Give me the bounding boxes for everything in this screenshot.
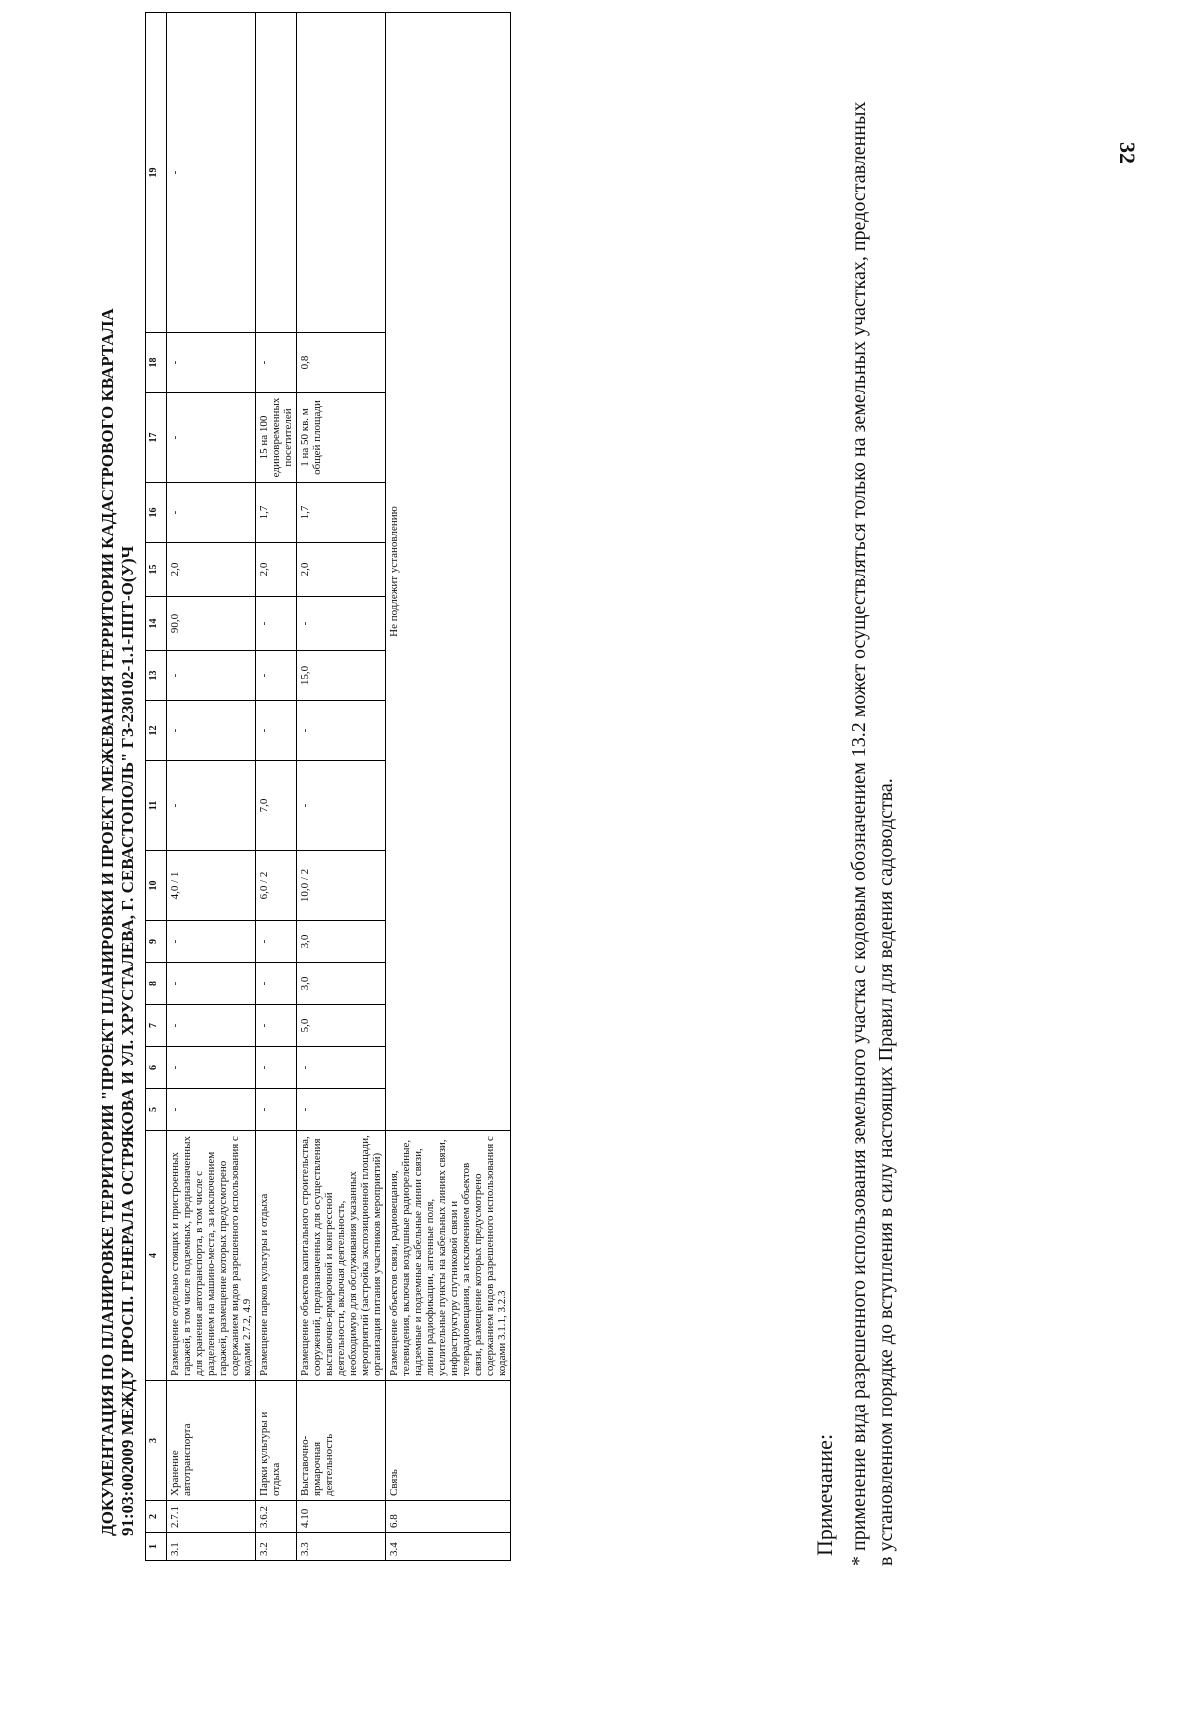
cell: 15 на 100 единовременных посетителей xyxy=(256,393,297,483)
cell: 3,0 xyxy=(297,921,386,963)
cell: Размещение объектов капитального строительства, сооружений, предназначенных для осуществления выставочно-ярмарочной и конгрессной деятельности, включая деятельность, необходимую для обслуживания указанных мероприятий (застройка экспозиционной площади, организация питания участников мероприятий) xyxy=(297,1131,386,1381)
cell: Связь xyxy=(386,1381,511,1501)
cell: - xyxy=(297,1089,386,1131)
cell: Размещение отдельно стоящих и пристроенных гаражей, в том числе подземных, предназначенных для хранения автотранспорта, в том числе с разделением на машино-места, за исключением гаражей, размещение которых предусмотрено содержанием видов разрешенного использования с кодами 2.7.2, 4.9 xyxy=(167,1131,256,1381)
merged-cell: Не подлежит установлению xyxy=(386,13,511,1131)
title-line-1: ДОКУМЕНТАЦИЯ ПО ПЛАНИРОВКЕ ТЕРРИТОРИИ "ПРОЕКТ ПЛАНИРОВКИ И ПРОЕКТ МЕЖЕВАНИЯ ТЕРРИТОРИИ КАДАСТРОВОГО КВАРТАЛА xyxy=(98,308,117,1536)
cell: - xyxy=(167,393,256,483)
cell: - xyxy=(167,921,256,963)
cell: Размещение объектов связи, радиовещания, телевидения, включая воздушные радиорелейные, надземные и подземные кабельные линии связи, линии радиофикации, антенные поля, усилительные пункты на кабельных линиях связи, инфраструктуру спутниковой связи и телерадиовещания, за исключением объектов связи, размещение которых предусмотрено содержанием видов разрешенного использования с кодами 3.1.1, 3.2.3 xyxy=(386,1131,511,1381)
col-header: 14 xyxy=(146,597,167,651)
col-header: 5 xyxy=(146,1089,167,1131)
col-header: 18 xyxy=(146,333,167,393)
cell: - xyxy=(297,1047,386,1089)
cell: 4.10 xyxy=(297,1501,386,1533)
cell: 2,0 xyxy=(297,543,386,597)
col-header: 17 xyxy=(146,393,167,483)
cell: - xyxy=(256,701,297,761)
cell: 2.7.1 xyxy=(167,1501,256,1533)
cell: Размещение парков культуры и отдыха xyxy=(256,1131,297,1381)
cell: - xyxy=(297,701,386,761)
cell: 4,0 / 1 xyxy=(167,851,256,921)
cell: 2,0 xyxy=(256,543,297,597)
title-line-2: 91:03:002009 МЕЖДУ ПРОСП. ГЕНЕРАЛА ОСТРЯКОВА И УЛ. ХРУСТАЛЕВА, Г. СЕВАСТОПОЛЬ" ГЗ-230102-1.1-ППТ-О(У)Ч xyxy=(118,545,138,1536)
cell: 6.8 xyxy=(386,1501,511,1533)
col-header: 16 xyxy=(146,483,167,543)
cell: - xyxy=(167,13,256,333)
cell: 3.4 xyxy=(386,1533,511,1561)
col-header: 4 xyxy=(146,1131,167,1381)
cell: - xyxy=(167,333,256,393)
col-header: 8 xyxy=(146,963,167,1005)
cell: - xyxy=(297,761,386,851)
cell: 1 на 50 кв. м общей площади xyxy=(297,393,386,483)
cell: - xyxy=(256,921,297,963)
cell: - xyxy=(256,1005,297,1047)
regulations-table xyxy=(145,12,511,1561)
cell: 7,0 xyxy=(256,761,297,851)
col-header: 11 xyxy=(146,761,167,851)
header-row xyxy=(146,13,167,1561)
col-header: 1 xyxy=(146,1533,167,1561)
col-header: 15 xyxy=(146,543,167,597)
table-row xyxy=(297,13,386,1561)
col-header: 13 xyxy=(146,651,167,701)
col-header: 3 xyxy=(146,1381,167,1501)
cell: - xyxy=(256,333,297,393)
cell: 3.3 xyxy=(297,1533,386,1561)
cell: - xyxy=(256,1047,297,1089)
table-row xyxy=(386,13,511,1561)
cell: 1,7 xyxy=(297,483,386,543)
document-title xyxy=(98,156,139,1536)
cell: 0,8 xyxy=(297,333,386,393)
cell: 2,0 xyxy=(167,543,256,597)
col-header: 2 xyxy=(146,1501,167,1533)
cell: - xyxy=(167,963,256,1005)
col-header: 9 xyxy=(146,921,167,963)
cell xyxy=(297,13,386,333)
cell: 3.6.2 xyxy=(256,1501,297,1533)
cell: - xyxy=(167,701,256,761)
cell: 3.1 xyxy=(167,1533,256,1561)
cell: Выставочно-ярмарочная деятельность xyxy=(297,1381,386,1501)
cell xyxy=(256,13,297,333)
col-header: 12 xyxy=(146,701,167,761)
note-title: Примечание: xyxy=(812,1433,837,1556)
table-row xyxy=(167,13,256,1561)
cell: - xyxy=(256,597,297,651)
table-row xyxy=(256,13,297,1561)
cell: - xyxy=(167,761,256,851)
cell: 5,0 xyxy=(297,1005,386,1047)
cell: - xyxy=(167,1047,256,1089)
cell: 3,0 xyxy=(297,963,386,1005)
col-header: 19 xyxy=(146,13,167,333)
cell: - xyxy=(297,597,386,651)
col-header: 7 xyxy=(146,1005,167,1047)
cell: 6,0 / 2 xyxy=(256,851,297,921)
note-block xyxy=(810,96,900,1566)
cell: - xyxy=(256,1089,297,1131)
col-header: 6 xyxy=(146,1047,167,1089)
cell: - xyxy=(167,651,256,701)
cell: 3.2 xyxy=(256,1533,297,1561)
cell: Парки культуры и отдыха xyxy=(256,1381,297,1501)
cell: - xyxy=(256,963,297,1005)
cell: - xyxy=(256,651,297,701)
cell: 90,0 xyxy=(167,597,256,651)
cell: 1,7 xyxy=(256,483,297,543)
cell: - xyxy=(167,1089,256,1131)
cell: 15,0 xyxy=(297,651,386,701)
cell: Хранение автотранспорта xyxy=(167,1381,256,1501)
cell: - xyxy=(167,483,256,543)
page-number: 32 xyxy=(1115,142,1140,164)
cell: 10,0 / 2 xyxy=(297,851,386,921)
col-header: 10 xyxy=(146,851,167,921)
note-text: * применение вида разрешенного использования земельного участка с кодовым обозначением 13.2 может осуществляться только на земельных участках, предоставленных в установленном порядке до вступления в силу настоящих Правил для ведения садоводства. xyxy=(847,101,897,1566)
cell: - xyxy=(167,1005,256,1047)
